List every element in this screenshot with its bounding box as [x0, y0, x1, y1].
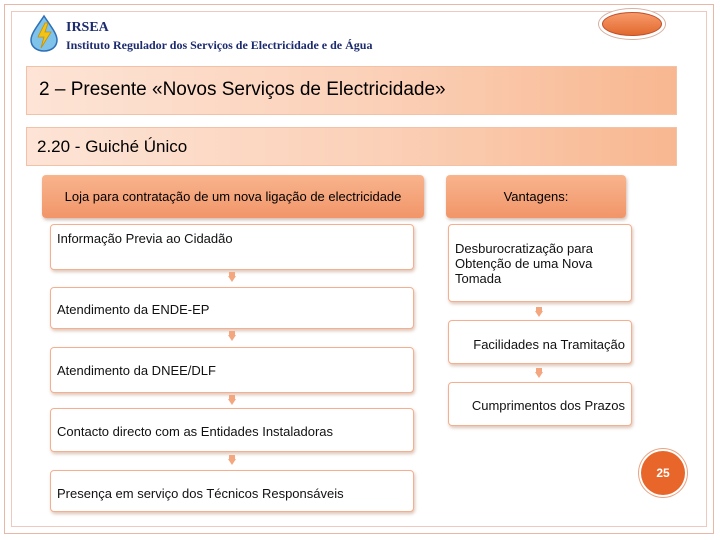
- right-column-header: [446, 175, 626, 218]
- drop-lightning-icon: [26, 14, 62, 52]
- advantage-item-label: Desburocratização para Obtenção de uma Nova Tomada: [455, 241, 594, 286]
- process-step-label: Atendimento da DNEE/DLF: [57, 363, 216, 378]
- logo-name: Instituto Regulador dos Serviços de Electricidade e de Água: [66, 38, 373, 52]
- flow-arrow: [535, 311, 543, 317]
- flow-arrow: [535, 372, 543, 378]
- process-step: [50, 287, 414, 329]
- flow-arrow: [228, 335, 236, 341]
- left-column-header-text: Loja para contratação de um nova ligação de electricidade: [64, 189, 402, 204]
- title-bar: [26, 66, 677, 115]
- process-step-label: Atendimento da ENDE-EP: [57, 302, 210, 317]
- advantage-item: [448, 320, 632, 364]
- advantage-item-label: Facilidades na Tramitação: [473, 337, 625, 352]
- advantage-item: [448, 224, 632, 302]
- process-step: [50, 470, 414, 512]
- flow-arrow: [228, 399, 236, 405]
- section-title: 2.20 - Guiché Único: [37, 137, 188, 156]
- process-step-label: Contacto directo com as Entidades Instaladoras: [57, 424, 334, 439]
- left-column-header: [42, 175, 424, 218]
- process-step-label: Presença em serviço dos Técnicos Responsáveis: [57, 486, 344, 501]
- advantage-item-label: Cumprimentos dos Prazos: [471, 398, 625, 413]
- advantage-item: [448, 382, 632, 426]
- page-number-badge: [641, 451, 685, 495]
- page-number: 25: [656, 466, 670, 480]
- process-step: [50, 224, 414, 270]
- flow-arrow: [228, 276, 236, 282]
- process-step-label: Informação Previa ao Cidadão: [57, 231, 233, 246]
- right-column-header-text: Vantagens:: [503, 189, 569, 204]
- corner-decoration: [602, 12, 662, 36]
- flow-arrow: [228, 459, 236, 465]
- process-step: [50, 408, 414, 452]
- logo-acronym: IRSEA: [66, 20, 109, 35]
- process-step: [50, 347, 414, 393]
- page-title: 2 – Presente «Novos Serviços de Electricidade»: [39, 79, 446, 100]
- subtitle-bar: [26, 127, 677, 166]
